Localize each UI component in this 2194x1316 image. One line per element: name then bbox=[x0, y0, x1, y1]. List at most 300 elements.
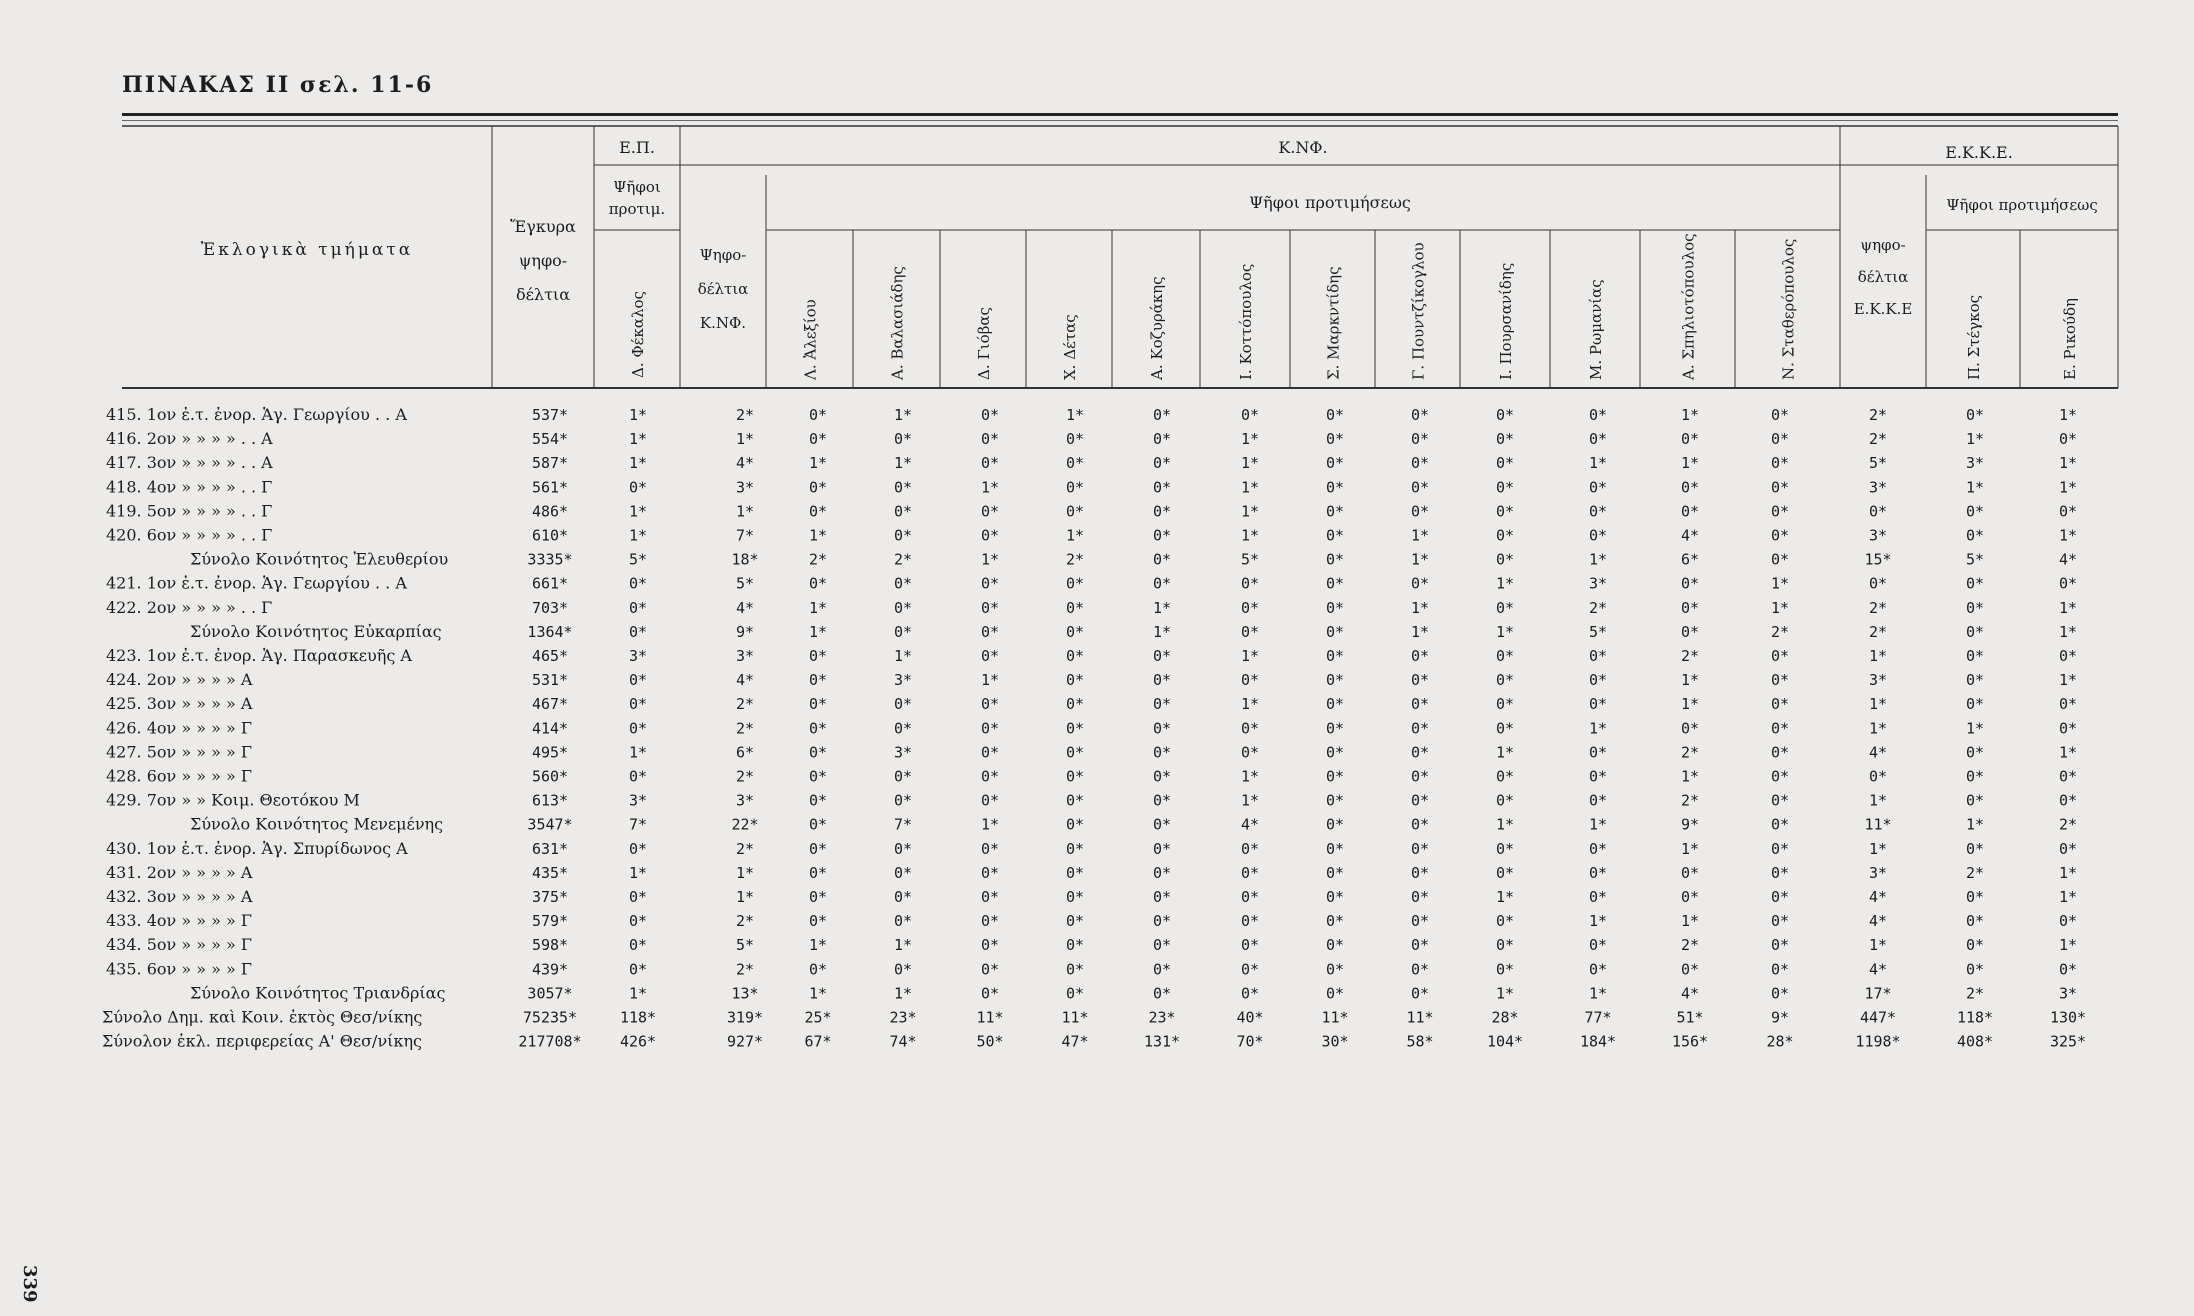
cell-value: 0* bbox=[1240, 839, 1260, 858]
cell-value: 1* bbox=[893, 454, 913, 473]
cell-value: 74* bbox=[889, 1032, 917, 1051]
cell-value: 3* bbox=[893, 743, 913, 762]
cell-value: 131* bbox=[1143, 1032, 1181, 1051]
cell-value: 1* bbox=[2058, 598, 2078, 617]
cell-value: 5* bbox=[1588, 622, 1608, 641]
cell-value: 0* bbox=[1588, 695, 1608, 714]
cell-value: 1* bbox=[1240, 526, 1260, 545]
section-row-label: 415. 1ον ἐ.τ. ἐνορ. Ἁγ. Γεωργίου . . Α bbox=[106, 405, 407, 424]
cell-value: 3057* bbox=[527, 984, 573, 1003]
cell-value: 2* bbox=[893, 550, 913, 569]
cell-value: 0* bbox=[1152, 743, 1172, 762]
cell-value: 0* bbox=[1770, 791, 1790, 810]
cell-value: 0* bbox=[1770, 863, 1790, 882]
cell-value: 1* bbox=[1495, 574, 1515, 593]
cell-value: 0* bbox=[808, 839, 828, 858]
cell-value: 0* bbox=[1240, 719, 1260, 738]
cell-value: 1* bbox=[1680, 767, 1700, 786]
cell-value: 1* bbox=[1240, 478, 1260, 497]
cell-value: 1* bbox=[628, 984, 648, 1003]
cell-value: 0* bbox=[893, 863, 913, 882]
cell-value: 5* bbox=[735, 574, 755, 593]
cell-value: 1* bbox=[1868, 936, 1888, 955]
cell-value: 0* bbox=[1152, 960, 1172, 979]
cell-value: 0* bbox=[808, 430, 828, 449]
cell-value: 67* bbox=[804, 1032, 832, 1051]
cell-value: 1* bbox=[1240, 695, 1260, 714]
cell-value: 0* bbox=[1152, 888, 1172, 906]
cell-value: 9* bbox=[1680, 815, 1700, 834]
section-row-label: 428. 6ον » » » » Γ bbox=[106, 766, 252, 786]
cell-value: 3* bbox=[628, 647, 648, 665]
cell-value: 0* bbox=[1410, 912, 1430, 931]
cell-value: 0* bbox=[1495, 550, 1515, 569]
knf-candidate-label: Α. Σπηλιοτόπουλος bbox=[1679, 233, 1698, 380]
cell-value: 1* bbox=[1868, 647, 1888, 665]
cell-value: 30* bbox=[1321, 1032, 1349, 1051]
cell-value: 0* bbox=[1325, 598, 1345, 617]
cell-value: 0* bbox=[1065, 574, 1085, 593]
cell-value: 0* bbox=[1152, 719, 1172, 738]
cell-value: 1* bbox=[1410, 622, 1430, 641]
cell-value: 1* bbox=[1680, 671, 1700, 690]
cell-value: 2* bbox=[1680, 791, 1700, 810]
section-row-label: 431. 2ον » » » » Α bbox=[106, 862, 253, 882]
cell-value: 631* bbox=[531, 839, 569, 858]
cell-value: 0* bbox=[1325, 767, 1345, 786]
section-row-label: 432. 3ον » » » » Α bbox=[106, 887, 253, 906]
cell-value: 3* bbox=[628, 791, 648, 810]
cell-value: 130* bbox=[2049, 1008, 2087, 1027]
cell-value: 0* bbox=[1965, 598, 1985, 617]
cell-value: 1* bbox=[1680, 912, 1700, 931]
cell-value: 0* bbox=[1325, 406, 1345, 424]
cell-value: 2* bbox=[2058, 815, 2078, 834]
cell-value: 0* bbox=[2058, 647, 2078, 665]
cell-value: 4* bbox=[735, 671, 755, 690]
cell-value: 0* bbox=[1770, 767, 1790, 786]
cell-value: 0* bbox=[1410, 936, 1430, 955]
cell-value: 1* bbox=[1680, 454, 1700, 473]
section-row-label: 425. 3ον » » » » Α bbox=[106, 694, 253, 714]
section-row-label: 433. 4ον » » » » Γ bbox=[106, 911, 252, 931]
cell-value: 0* bbox=[1325, 574, 1345, 593]
cell-value: 0* bbox=[2058, 791, 2078, 810]
cell-value: 426* bbox=[619, 1032, 657, 1051]
cell-value: 0* bbox=[1240, 406, 1260, 424]
cell-value: 1* bbox=[1495, 743, 1515, 762]
cell-value: 0* bbox=[1495, 695, 1515, 714]
cell-value: 1* bbox=[628, 430, 648, 449]
cell-value: 0* bbox=[1152, 430, 1172, 449]
cell-value: 0* bbox=[1680, 430, 1700, 449]
cell-value: 217708* bbox=[518, 1032, 582, 1051]
cell-value: 0* bbox=[628, 574, 648, 593]
cell-value: 0* bbox=[980, 574, 1000, 593]
cell-value: 0* bbox=[1325, 454, 1345, 473]
cell-value: 0* bbox=[980, 936, 1000, 955]
cell-value: 0* bbox=[2058, 719, 2078, 738]
cell-value: 17* bbox=[1864, 984, 1892, 1003]
cell-value: 0* bbox=[1410, 647, 1430, 665]
total-row-label: Σύνολο Δημ. καὶ Κοιν. ἐκτὸς Θεσ/νίκης bbox=[102, 1007, 423, 1027]
knf-candidate-label: Μ. Ρωμανίας bbox=[1587, 279, 1605, 380]
ep-candidate-label: Δ. Φέκαλος bbox=[629, 291, 647, 378]
cell-value: 18* bbox=[731, 550, 759, 569]
cell-value: 0* bbox=[980, 502, 1000, 521]
knf-ballots-label: Ψηφο- bbox=[699, 246, 747, 264]
cell-value: 0* bbox=[1325, 647, 1345, 665]
cell-value: 0* bbox=[1680, 863, 1700, 882]
cell-value: 1* bbox=[808, 598, 828, 617]
cell-value: 2* bbox=[1868, 622, 1888, 641]
cell-value: 3* bbox=[1868, 863, 1888, 882]
cell-value: 0* bbox=[1152, 767, 1172, 786]
cell-value: 0* bbox=[1410, 984, 1430, 1003]
cell-value: 0* bbox=[893, 526, 913, 545]
section-row-label: 435. 6ον » » » » Γ bbox=[106, 959, 252, 979]
cell-value: 0* bbox=[1410, 719, 1430, 738]
cell-value: 0* bbox=[628, 622, 648, 641]
cell-value: 3547* bbox=[527, 815, 573, 834]
section-row-label: 434. 5ον » » » » Γ bbox=[106, 935, 252, 955]
cell-value: 0* bbox=[1495, 502, 1515, 521]
cell-value: 0* bbox=[1588, 888, 1608, 906]
cell-value: 22* bbox=[731, 815, 759, 834]
cell-value: 0* bbox=[1065, 430, 1085, 449]
cell-value: 0* bbox=[628, 839, 648, 858]
cell-value: 1* bbox=[2058, 478, 2078, 497]
cell-value: 0* bbox=[1770, 815, 1790, 834]
cell-value: 1* bbox=[1680, 695, 1700, 714]
cell-value: 1* bbox=[1495, 622, 1515, 641]
cell-value: 1* bbox=[1588, 719, 1608, 738]
cell-value: 0* bbox=[1152, 912, 1172, 931]
cell-value: 1* bbox=[1588, 912, 1608, 931]
cell-value: 447* bbox=[1859, 1008, 1897, 1027]
section-row-label: 418. 4ον » » » » . . Γ bbox=[106, 477, 273, 497]
cell-value: 537* bbox=[531, 406, 569, 424]
cell-value: 0* bbox=[1240, 574, 1260, 593]
cell-value: 1* bbox=[628, 863, 648, 882]
cell-value: 23* bbox=[889, 1008, 917, 1027]
cell-value: 1* bbox=[1868, 839, 1888, 858]
cell-value: 3* bbox=[1868, 671, 1888, 690]
cell-value: 0* bbox=[808, 695, 828, 714]
section-row-label: 417. 3ον » » » » . . Α bbox=[106, 453, 273, 473]
knf-candidate-label: Ι. Πουρσανίδης bbox=[1497, 262, 1515, 380]
cell-value: 435* bbox=[531, 863, 569, 882]
cell-value: 0* bbox=[1240, 743, 1260, 762]
cell-value: 4* bbox=[1680, 984, 1700, 1003]
cell-value: 0* bbox=[1588, 430, 1608, 449]
cell-value: 0* bbox=[1240, 912, 1260, 931]
cell-value: 0* bbox=[893, 912, 913, 931]
cell-value: 1* bbox=[2058, 936, 2078, 955]
knf-candidate-label: Δ. Γιόβας bbox=[975, 307, 993, 380]
cell-value: 0* bbox=[1240, 888, 1260, 906]
cell-value: 0* bbox=[980, 454, 1000, 473]
cell-value: 3* bbox=[1965, 454, 1985, 473]
cell-value: 0* bbox=[1410, 815, 1430, 834]
cell-value: 0* bbox=[1240, 863, 1260, 882]
cell-value: 1* bbox=[1770, 574, 1790, 593]
cell-value: 0* bbox=[1325, 984, 1345, 1003]
cell-value: 1* bbox=[1240, 502, 1260, 521]
valid-votes-label: ψηφο- bbox=[518, 251, 568, 270]
cell-value: 0* bbox=[1965, 406, 1985, 424]
cell-value: 0* bbox=[1588, 791, 1608, 810]
cell-value: 3* bbox=[1588, 574, 1608, 593]
cell-value: 2* bbox=[735, 912, 755, 931]
cell-value: 0* bbox=[1588, 863, 1608, 882]
cell-value: 11* bbox=[1864, 815, 1892, 834]
cell-value: 0* bbox=[808, 647, 828, 665]
cell-value: 28* bbox=[1766, 1032, 1794, 1051]
cell-value: 0* bbox=[1770, 526, 1790, 545]
ekke-ballots-label: ψηφο- bbox=[1860, 236, 1906, 254]
cell-value: 9* bbox=[1770, 1008, 1790, 1027]
cell-value: 0* bbox=[1965, 502, 1985, 521]
cell-value: 1* bbox=[980, 550, 1000, 569]
cell-value: 1* bbox=[1770, 598, 1790, 617]
cell-value: 50* bbox=[976, 1032, 1004, 1051]
cell-value: 1* bbox=[1495, 888, 1515, 906]
cell-value: 0* bbox=[1152, 647, 1172, 665]
knf-candidate-label: Ι. Κοττόπουλος bbox=[1237, 263, 1255, 380]
cell-value: 610* bbox=[531, 526, 569, 545]
cell-value: 0* bbox=[1770, 984, 1790, 1003]
cell-value: 4* bbox=[1868, 743, 1888, 762]
cell-value: 0* bbox=[1495, 863, 1515, 882]
cell-value: 703* bbox=[531, 598, 569, 617]
cell-value: 0* bbox=[628, 767, 648, 786]
cell-value: 0* bbox=[1770, 743, 1790, 762]
knf-candidate-label: Χ. Δέτας bbox=[1061, 314, 1079, 380]
page-title: ΠΙΝΑΚΑΣ ΙΙ σελ. 11-6 bbox=[122, 72, 434, 98]
cell-value: 1* bbox=[2058, 526, 2078, 545]
cell-value: 0* bbox=[808, 406, 828, 424]
cell-value: 0* bbox=[1588, 406, 1608, 424]
cell-value: 0* bbox=[2058, 839, 2078, 858]
cell-value: 2* bbox=[808, 550, 828, 569]
cell-value: 0* bbox=[1065, 839, 1085, 858]
cell-value: 0* bbox=[1495, 526, 1515, 545]
cell-value: 0* bbox=[1965, 767, 1985, 786]
cell-value: 375* bbox=[531, 888, 569, 906]
cell-value: 0* bbox=[1965, 671, 1985, 690]
cell-value: 70* bbox=[1236, 1032, 1264, 1051]
cell-value: 7* bbox=[893, 815, 913, 834]
cell-value: 1* bbox=[1240, 791, 1260, 810]
cell-value: 0* bbox=[893, 430, 913, 449]
cell-value: 0* bbox=[1410, 406, 1430, 424]
cell-value: 0* bbox=[1410, 671, 1430, 690]
cell-value: 0* bbox=[1325, 815, 1345, 834]
cell-value: 0* bbox=[1325, 502, 1345, 521]
cell-value: 1* bbox=[893, 406, 913, 424]
cell-value: 0* bbox=[808, 671, 828, 690]
cell-value: 0* bbox=[1495, 791, 1515, 810]
knf-candidate-label: Α. Βαλασιάδης bbox=[888, 266, 907, 380]
cell-value: 3* bbox=[1868, 478, 1888, 497]
cell-value: 0* bbox=[2058, 695, 2078, 714]
cell-value: 0* bbox=[1495, 936, 1515, 955]
cell-value: 0* bbox=[1065, 767, 1085, 786]
knf-candidate-label: Α. Κοζυράκης bbox=[1148, 276, 1166, 380]
cell-value: 1* bbox=[628, 502, 648, 521]
cell-value: 0* bbox=[808, 502, 828, 521]
ep-pref-label: προτιμ. bbox=[608, 200, 666, 218]
cell-value: 439* bbox=[531, 960, 569, 979]
cell-value: 0* bbox=[980, 430, 1000, 449]
cell-value: 5* bbox=[628, 550, 648, 569]
cell-value: 2* bbox=[735, 406, 755, 424]
cell-value: 0* bbox=[1965, 960, 1985, 979]
cell-value: 25* bbox=[804, 1008, 832, 1027]
cell-value: 579* bbox=[531, 912, 569, 931]
cell-value: 0* bbox=[628, 936, 648, 955]
cell-value: 927* bbox=[726, 1032, 764, 1051]
cell-value: 0* bbox=[1965, 791, 1985, 810]
cell-value: 7* bbox=[735, 526, 755, 545]
cell-value: 1* bbox=[1588, 815, 1608, 834]
cell-value: 118* bbox=[619, 1008, 657, 1027]
cell-value: 531* bbox=[531, 671, 569, 690]
cell-value: 0* bbox=[1965, 888, 1985, 906]
cell-value: 0* bbox=[980, 984, 1000, 1003]
cell-value: 1* bbox=[980, 478, 1000, 497]
cell-value: 2* bbox=[1680, 936, 1700, 955]
cell-value: 0* bbox=[1495, 406, 1515, 424]
cell-value: 58* bbox=[1406, 1032, 1434, 1051]
cell-value: 1* bbox=[1152, 598, 1172, 617]
cell-value: 0* bbox=[808, 719, 828, 738]
cell-value: 0* bbox=[1152, 454, 1172, 473]
section-row-label: 422. 2ον » » » » . . Γ bbox=[106, 597, 273, 617]
cell-value: 0* bbox=[1152, 526, 1172, 545]
cell-value: 1* bbox=[1588, 454, 1608, 473]
cell-value: 0* bbox=[1410, 767, 1430, 786]
cell-value: 486* bbox=[531, 502, 569, 521]
cell-value: 0* bbox=[1410, 430, 1430, 449]
cell-value: 1* bbox=[1410, 526, 1430, 545]
cell-value: 0* bbox=[1065, 695, 1085, 714]
cell-value: 1* bbox=[628, 454, 648, 473]
cell-value: 0* bbox=[893, 839, 913, 858]
cell-value: 0* bbox=[1965, 912, 1985, 931]
cell-value: 1* bbox=[1965, 430, 1985, 449]
cell-value: 3* bbox=[1868, 526, 1888, 545]
cell-value: 0* bbox=[1588, 526, 1608, 545]
knf-ballots-label: Κ.ΝΦ. bbox=[699, 314, 747, 332]
cell-value: 0* bbox=[1965, 695, 1985, 714]
knf-party-label: Κ.ΝΦ. bbox=[1278, 138, 1328, 157]
cell-value: 0* bbox=[1410, 863, 1430, 882]
cell-value: 0* bbox=[893, 502, 913, 521]
cell-value: 1* bbox=[2058, 888, 2078, 906]
cell-value: 0* bbox=[980, 767, 1000, 786]
knf-pref-label: Ψῆφοι προτιμήσεως bbox=[1249, 193, 1411, 212]
cell-value: 0* bbox=[808, 743, 828, 762]
cell-value: 0* bbox=[1240, 936, 1260, 955]
cell-value: 1* bbox=[808, 984, 828, 1003]
cell-value: 1* bbox=[1410, 550, 1430, 569]
cell-value: 0* bbox=[1965, 647, 1985, 665]
cell-value: 3* bbox=[2058, 984, 2078, 1003]
cell-value: 0* bbox=[1680, 719, 1700, 738]
cell-value: 0* bbox=[980, 526, 1000, 545]
cell-value: 0* bbox=[1065, 454, 1085, 473]
cell-value: 0* bbox=[1965, 936, 1985, 955]
cell-value: 0* bbox=[1065, 719, 1085, 738]
cell-value: 0* bbox=[1152, 671, 1172, 690]
cell-value: 465* bbox=[531, 647, 569, 665]
cell-value: 0* bbox=[1410, 888, 1430, 906]
cell-value: 5* bbox=[735, 936, 755, 955]
cell-value: 0* bbox=[980, 888, 1000, 906]
cell-value: 3* bbox=[735, 478, 755, 497]
cell-value: 1* bbox=[2058, 406, 2078, 424]
cell-value: 1* bbox=[1965, 719, 1985, 738]
cell-value: 0* bbox=[1240, 598, 1260, 617]
cell-value: 0* bbox=[980, 406, 1000, 424]
valid-votes-label: Ἔγκυρα bbox=[510, 217, 576, 236]
cell-value: 4* bbox=[2058, 550, 2078, 569]
cell-value: 0* bbox=[1065, 671, 1085, 690]
cell-value: 1* bbox=[2058, 622, 2078, 641]
section-row-label: 424. 2ον » » » » Α bbox=[106, 670, 253, 690]
cell-value: 6* bbox=[1680, 550, 1700, 569]
cell-value: 0* bbox=[893, 622, 913, 641]
cell-value: 0* bbox=[1588, 743, 1608, 762]
cell-value: 1198* bbox=[1855, 1032, 1901, 1051]
cell-value: 0* bbox=[1965, 526, 1985, 545]
cell-value: 0* bbox=[1495, 912, 1515, 931]
cell-value: 0* bbox=[1495, 719, 1515, 738]
cell-value: 1* bbox=[893, 647, 913, 665]
cell-value: 0* bbox=[1152, 550, 1172, 569]
cell-value: 0* bbox=[628, 695, 648, 714]
cell-value: 0* bbox=[808, 791, 828, 810]
cell-value: 0* bbox=[1680, 888, 1700, 906]
cell-value: 0* bbox=[1588, 767, 1608, 786]
cell-value: 1* bbox=[893, 984, 913, 1003]
cell-value: 0* bbox=[1770, 502, 1790, 521]
cell-value: 0* bbox=[980, 695, 1000, 714]
ekke-party-label: Ε.Κ.Κ.Ε. bbox=[1945, 143, 2013, 162]
cell-value: 4* bbox=[1240, 815, 1260, 834]
cell-value: 0* bbox=[1495, 430, 1515, 449]
sections-label: Ἐκλογικὰ τμήματα bbox=[200, 240, 414, 260]
knf-candidate-label: Λ. Ἀλεξίου bbox=[801, 299, 820, 380]
cell-value: 0* bbox=[1495, 671, 1515, 690]
cell-value: 0* bbox=[1588, 647, 1608, 665]
cell-value: 0* bbox=[1240, 960, 1260, 979]
cell-value: 0* bbox=[980, 863, 1000, 882]
cell-value: 1* bbox=[1965, 815, 1985, 834]
section-row-label: 430. 1ον ἐ.τ. ἐνορ. Ἁγ. Σπυρίδωνος Α bbox=[106, 838, 408, 858]
cell-value: 0* bbox=[1868, 767, 1888, 786]
cell-value: 2* bbox=[1868, 430, 1888, 449]
cell-value: 5* bbox=[1868, 454, 1888, 473]
cell-value: 0* bbox=[980, 622, 1000, 641]
cell-value: 0* bbox=[893, 695, 913, 714]
cell-value: 613* bbox=[531, 791, 569, 810]
cell-value: 2* bbox=[1680, 647, 1700, 665]
cell-value: 0* bbox=[2058, 574, 2078, 593]
cell-value: 0* bbox=[628, 960, 648, 979]
